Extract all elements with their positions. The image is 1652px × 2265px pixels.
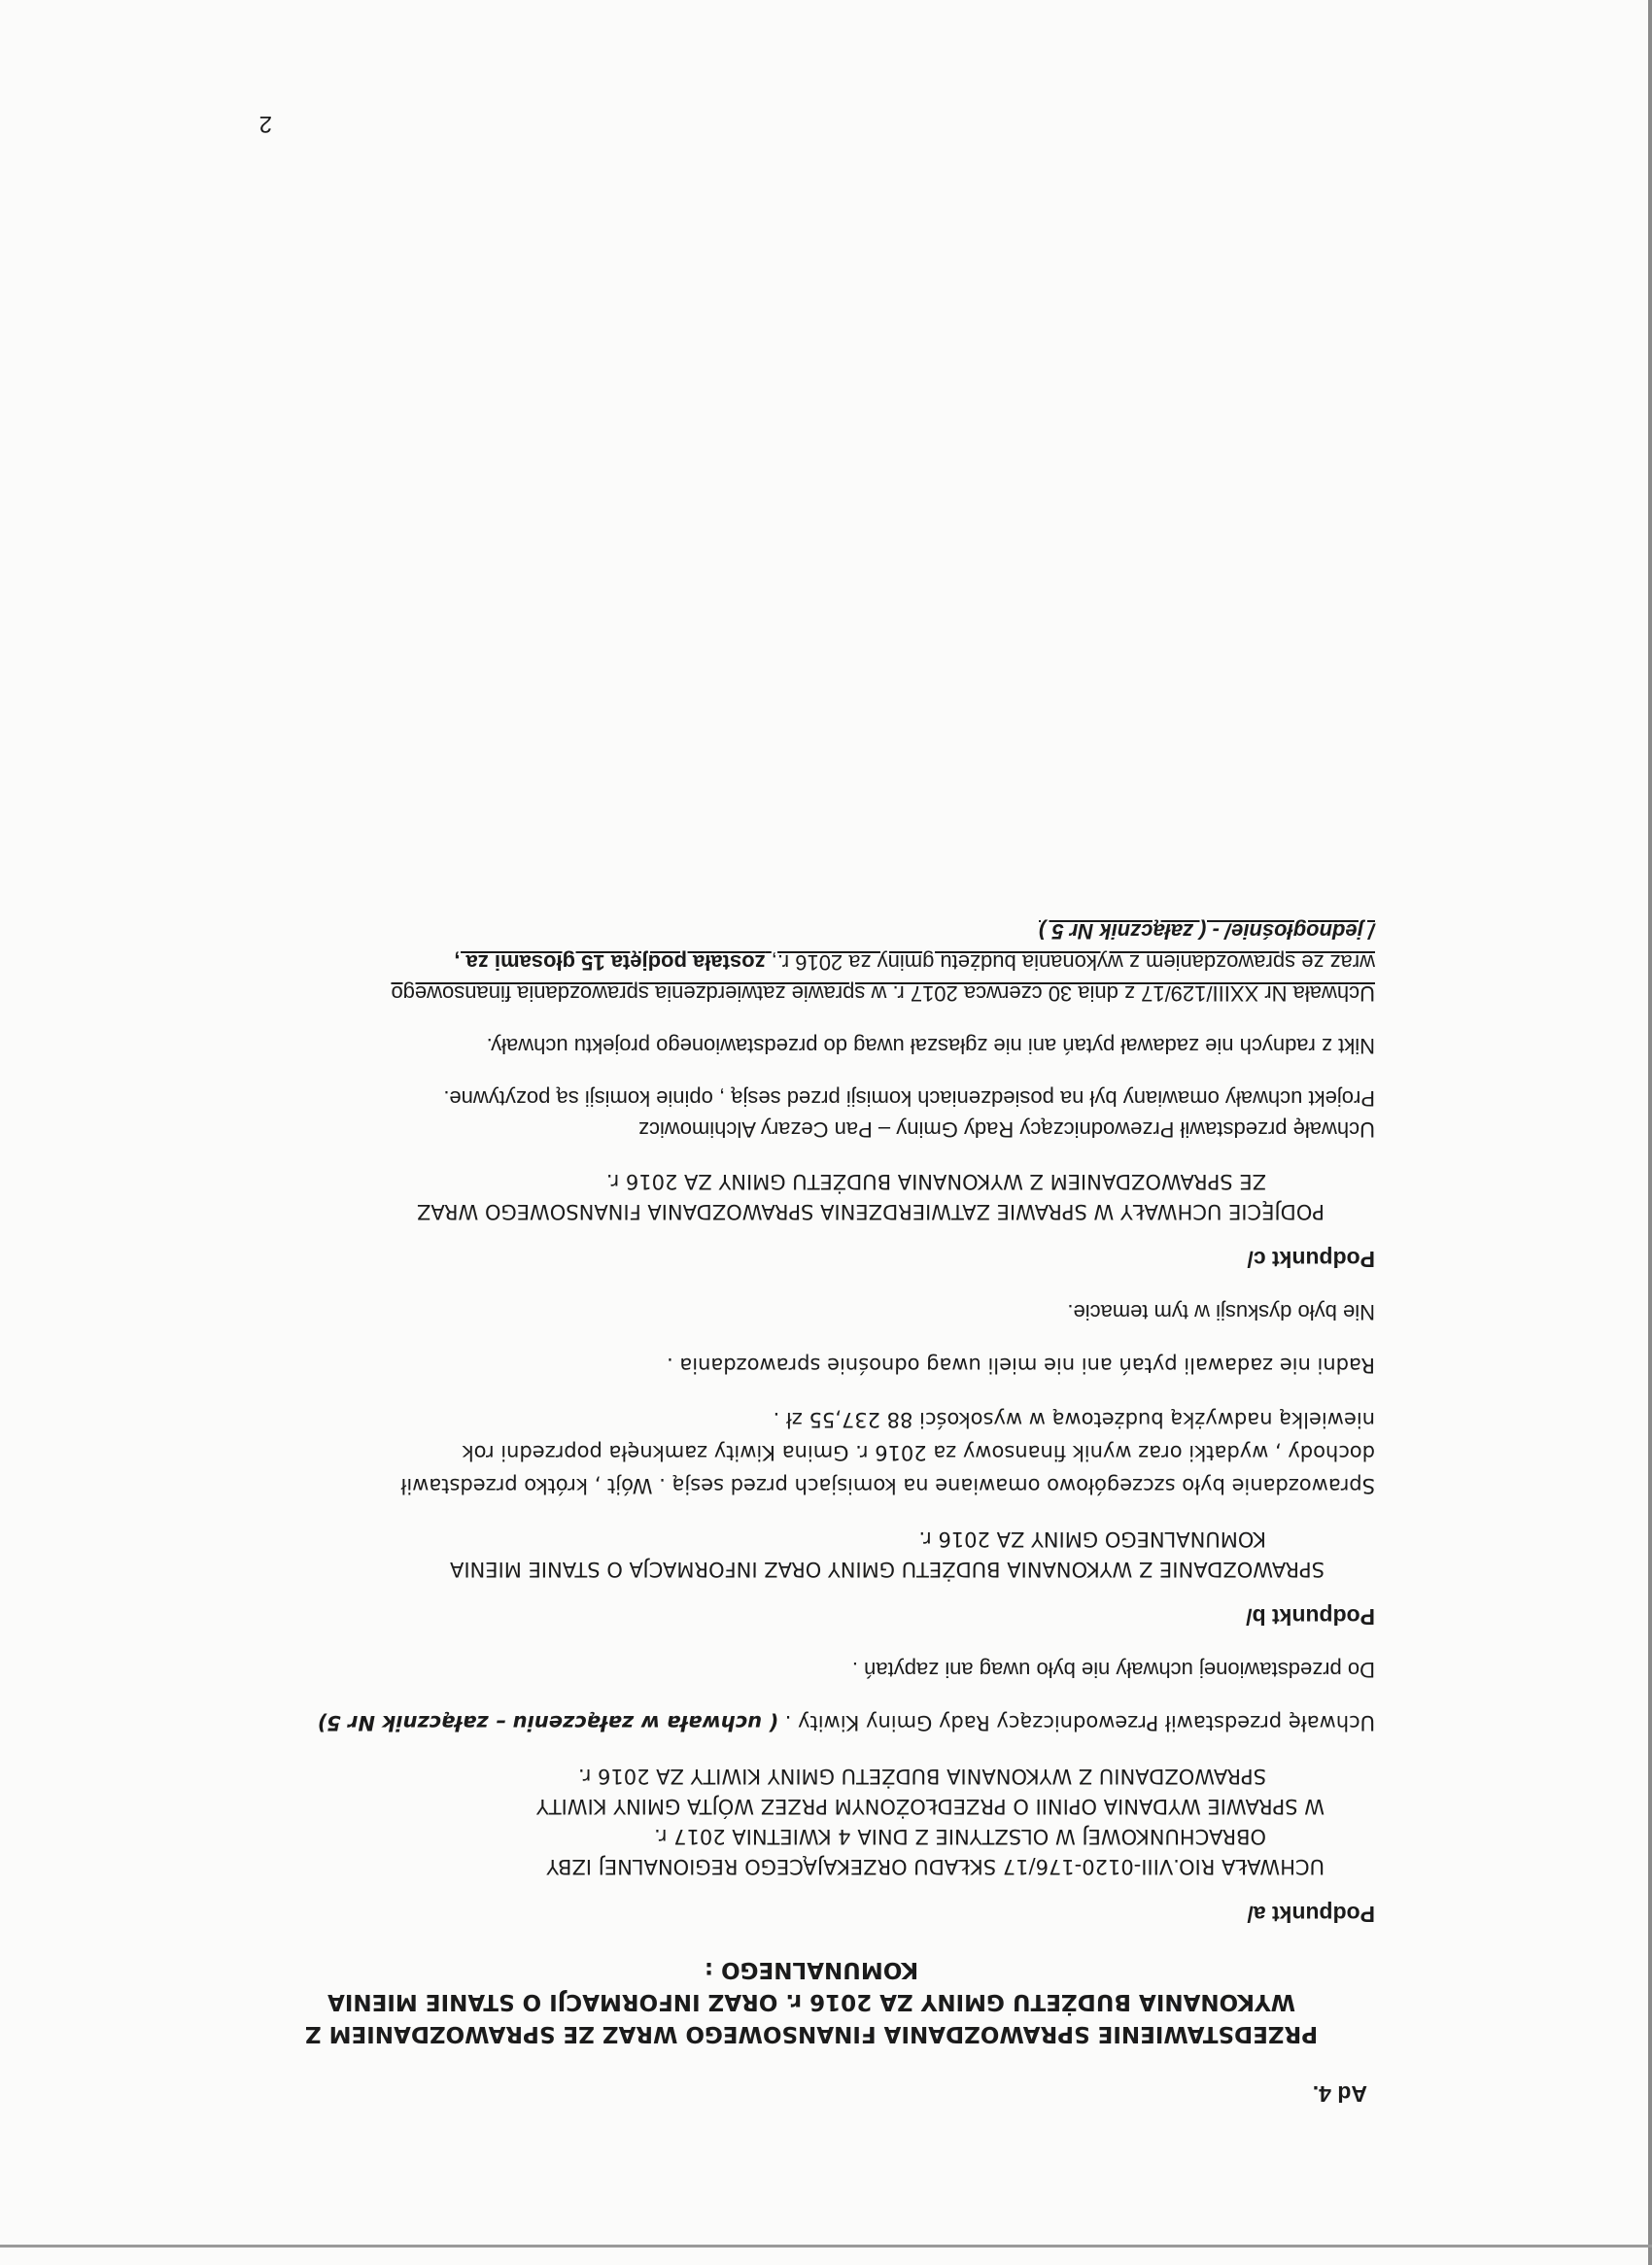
budget-report-title (248, 1524, 1325, 1584)
section-title-line: PRZEDSTAWIENIE SPRAWOZDANIA FINANSOWEGO WRAZ ZE SPRAWOZDANIEM Z (304, 2021, 1319, 2046)
attachment-note: ( uchwała w załączeniu – załącznik Nr 5) (317, 1711, 779, 1734)
resolution-line: Uchwała Nr XXIII/129/17 z dnia 30 czerwca 2017 r. w sprawie zatwierdzenia sprawozdania finansowego (391, 981, 1375, 1006)
budget-report-paragraph (248, 1403, 1375, 1502)
resolution-line-normal: wraz ze sprawozdaniem z wykonania budżetu gminy za 2016 r., (771, 950, 1375, 975)
resolution-vote-result: została podjęta 15 głosami za , (454, 950, 766, 975)
paragraph-line: dochody , wydatki oraz wynik finansowy za 2016 r. Gmina Kiwity zamknęła poprzedni rok (462, 1441, 1375, 1464)
paragraph-line: Sprawozdanie było szczegółowo omawiane na komisjach przed sesją . Wójt , krótko przedstawił (400, 1474, 1375, 1497)
subpoint-c-heading: Podpunkt c/ (1247, 1247, 1375, 1272)
presented-line: Projekt uchwały omawiany był na posiedzeniach komisji przed sesją , opinie komisji są pozytywne. (443, 1086, 1375, 1111)
section-title (248, 1953, 1375, 2049)
no-discussion-note: Nie było dyskusji w tym temacie. (1067, 1300, 1375, 1324)
approval-resolution-result (248, 915, 1375, 1009)
approval-no-remarks: Nikt z radnych nie zadawał pytań ani nie zgłaszał uwag do przedstawionego projektu uchwały. (486, 1034, 1375, 1058)
subpoint-a-remarks: Do przedstawionej uchwały nie było uwag ani zapytań . (851, 1658, 1375, 1682)
page-number: 2 (258, 111, 272, 137)
budget-report-line: KOMUNALNEGO GMINY ZA 2016 r. (918, 1527, 1266, 1551)
rio-resolution-line: W SPRAWIE WYDANIA OPINII O PRZEDŁOŻONYM PRZEZ WÓJTA GMINY KIWITY (535, 1795, 1325, 1818)
approval-title-line: PODJĘCIE UCHWAŁY W SPRAWIE ZATWIERDZENIA SPRAWOZDANIA FINANSOWEGO WRAZ (417, 1200, 1325, 1223)
section-title-line: KOMUNALNEGO : (704, 1957, 919, 1982)
budget-report-line: SPRAWOZDANIE Z WYKONANIA BUDŻETU GMINY ORAZ INFORMACJA O STANIE MIENIA (450, 1558, 1325, 1581)
presented-text: Uchwałę przedstawił Przewodniczący Rady Gminy Kiwity . (784, 1711, 1375, 1734)
subpoint-a-heading: Podpunkt a/ (1247, 1902, 1375, 1927)
presented-line: Uchwałę przedstawił Przewodniczący Rady Gminy – Pan Cezary Alchimowicz (637, 1117, 1375, 1142)
paragraph-line: niewielką nadwyżką budżetową w wysokości 88 237,55 zł . (773, 1408, 1375, 1431)
approval-resolution-title (248, 1166, 1325, 1226)
subpoint-a-presented (248, 1706, 1375, 1739)
rio-resolution-line: UCHWAŁA RIO.VIII-0120-176/17 SKŁADU ORZEKAJĄCEGO REGIONALNEJ IZBY (546, 1855, 1325, 1878)
no-questions-note: Radni nie zadawali pytań ani nie mieli uwag odnośnie sprawozdania . (667, 1354, 1375, 1377)
resolution-line (248, 946, 1375, 978)
rio-resolution-title (248, 1761, 1325, 1881)
resolution-unanimous: / jednogłośnie/ - ( załącznik Nr 5 ) (1039, 919, 1375, 944)
rio-resolution-line: OBRACHUNKOWEJ W OLSZTYNIE Z DNIA 4 KWIETNIA 2017 r. (654, 1825, 1266, 1848)
document-content (248, 894, 1375, 2110)
approval-title-line: ZE SPRAWOZDANIEM Z WYKONANIA BUDŻETU GMINY ZA 2016 r. (605, 1170, 1266, 1193)
section-title-line: WYKONANIA BUDŻETU GMINY ZA 2016 r. ORAZ INFORMACJI O STANIE MIENIA (327, 1989, 1295, 2014)
approval-presented (248, 1082, 1375, 1145)
rio-resolution-line: SPRAWOZDANIU Z WYKONANIA BUDŻETU GMINY KIWITY ZA 2016 r. (577, 1765, 1266, 1788)
subpoint-b-heading: Podpunkt b/ (1246, 1604, 1375, 1630)
agenda-item-heading: Ad 4. (1312, 2081, 1367, 2107)
